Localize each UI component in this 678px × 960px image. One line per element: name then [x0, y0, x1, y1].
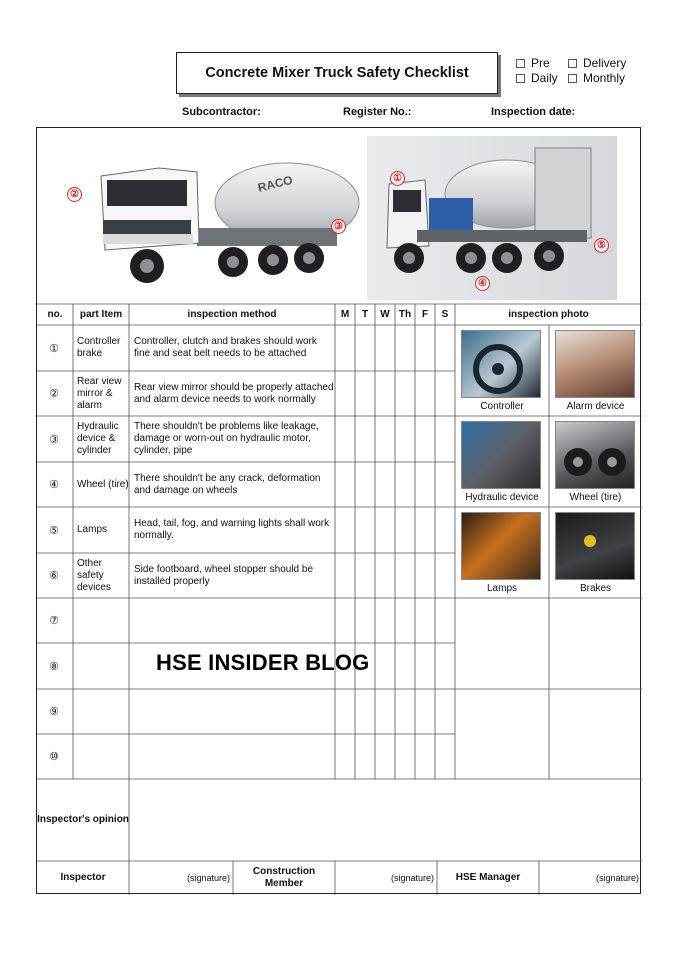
- photo-wheel: [555, 421, 635, 489]
- drum-brand-text: RACO: [256, 172, 295, 195]
- row-number: ⑤: [49, 524, 59, 537]
- row-number: ⑩: [49, 751, 59, 763]
- inspection-method: Rear view mirror should be properly attached and alarm device needs to work normally: [134, 381, 334, 405]
- header-day-s: S: [441, 309, 449, 320]
- subcontractor-label: Subcontractor:: [182, 106, 261, 118]
- part-item: Rear view mirror & alarm: [77, 375, 122, 411]
- construction-member-label: Construction Member: [252, 866, 316, 889]
- checkbox-icon[interactable]: [568, 74, 577, 83]
- steering-wheel-icon: [462, 331, 541, 398]
- header-day-w: W: [380, 309, 390, 320]
- header-day-m: M: [340, 309, 350, 320]
- inspector-opinion-label: Inspector's opinion: [37, 814, 129, 825]
- photo-lamps: [461, 512, 541, 580]
- photo-brakes: [555, 512, 635, 580]
- part-item: Controller brake: [77, 336, 121, 359]
- inspection-date-label: Inspection date:: [491, 106, 576, 118]
- callout-4: ④: [475, 276, 490, 291]
- inspection-method: There shouldn't be problems like leakage, damage or worn-out on hydraulic motor, cylinder, pipe: [134, 421, 319, 456]
- callout-2: ②: [67, 187, 82, 202]
- part-item: Hydraulic device & cylinder: [77, 421, 119, 456]
- checkbox-icon[interactable]: [516, 59, 525, 68]
- header-method: inspection method: [187, 309, 277, 320]
- row-number: ③: [49, 433, 59, 446]
- caption-alarm-device: Alarm device: [566, 401, 625, 412]
- caption-lamps: Lamps: [486, 583, 517, 594]
- header-day-f: F: [421, 309, 429, 320]
- register-no-label: Register No.:: [343, 106, 412, 118]
- photo-alarm-device: [555, 330, 635, 398]
- inspection-method: Controller, clutch and brakes should work fine and seat belt needs to be attached: [134, 336, 317, 359]
- brake-button-icon: [556, 513, 635, 580]
- row-number: ⑥: [49, 570, 59, 582]
- inspection-method: Head, tail, fog, and warning lights shall work normally.: [134, 518, 330, 541]
- inspector-label: Inspector: [60, 872, 106, 883]
- header-no: no.: [47, 309, 63, 320]
- checklist-title: Concrete Mixer Truck Safety Checklist: [176, 52, 498, 94]
- row-number: ④: [49, 479, 59, 491]
- part-item: Lamps: [77, 524, 108, 535]
- frequency-option-pre[interactable]: Pre: [516, 56, 558, 71]
- photo-controller: [461, 330, 541, 398]
- frequency-option-monthly[interactable]: Monthly: [568, 71, 626, 86]
- frequency-options-right: [568, 56, 626, 86]
- inspector-signature[interactable]: (signature): [186, 873, 230, 883]
- row-number: ⑧: [49, 660, 59, 673]
- inspection-method: There shouldn't be any crack, deformation and damage on wheels: [134, 472, 321, 496]
- frequency-options-left: [516, 56, 558, 86]
- row-number: ⑦: [49, 615, 59, 627]
- callout-1: ①: [390, 171, 405, 186]
- part-item: Wheel (tire): [77, 478, 129, 490]
- callout-5: ⑤: [594, 238, 609, 253]
- hse-manager-label: HSE Manager: [455, 872, 521, 883]
- tire-icon: [556, 422, 635, 489]
- row-number: ②: [49, 388, 59, 400]
- header-day-th: Th: [398, 309, 412, 320]
- header-photo: inspection photo: [508, 309, 589, 320]
- part-item: Other safety devices: [77, 557, 111, 593]
- row-number: ①: [49, 342, 59, 355]
- row-number: ⑨: [49, 706, 59, 718]
- photo-hydraulic-device: [461, 421, 541, 489]
- header-day-t: T: [361, 309, 369, 320]
- caption-wheel: Wheel (tire): [569, 492, 622, 503]
- checklist-frame: [36, 127, 641, 894]
- construction-member-signature[interactable]: (signature): [390, 873, 434, 883]
- caption-controller: Controller: [480, 401, 524, 412]
- header-part: part Item: [79, 309, 123, 320]
- frequency-option-delivery[interactable]: Delivery: [568, 56, 626, 71]
- checkbox-icon[interactable]: [568, 59, 577, 68]
- callout-3: ③: [331, 219, 346, 234]
- caption-hydraulic-device: Hydraulic device: [465, 492, 539, 503]
- checkbox-icon[interactable]: [516, 74, 525, 83]
- caption-brakes: Brakes: [579, 583, 612, 594]
- inspection-method: Side footboard, wheel stopper should be installed properly: [134, 563, 314, 587]
- hse-manager-signature[interactable]: (signature): [595, 873, 639, 883]
- frequency-option-daily[interactable]: Daily: [516, 71, 558, 86]
- watermark-text: HSE INSIDER BLOG: [156, 650, 370, 675]
